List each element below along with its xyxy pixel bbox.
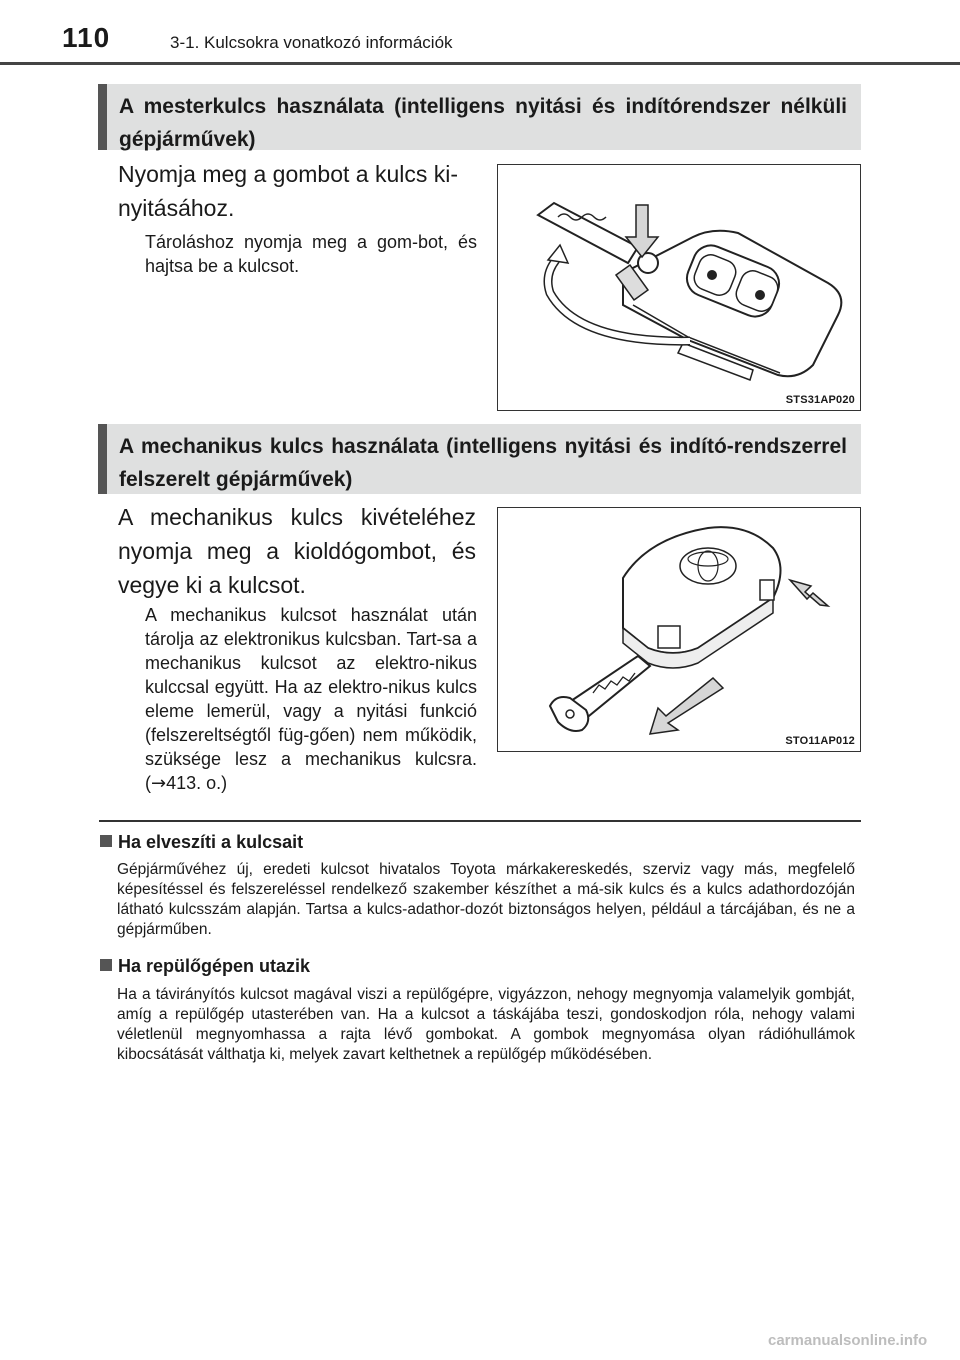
- page-number: 110: [62, 22, 111, 53]
- smart-key-illustration: [497, 507, 861, 752]
- note-1-title-text: Ha elveszíti a kulcsait: [118, 832, 304, 852]
- page-reference-arrow: →: [151, 773, 167, 794]
- section-2-body: [145, 603, 477, 796]
- section-1-lead: Nyomja meg a gombot a kulcs ki-nyitásához.: [118, 161, 459, 221]
- section-1-title: A mesterkulcs használata (intelligens nyitási és indítórendszer nélküli gépjárművek): [98, 84, 861, 150]
- section-2-title: A mechanikus kulcs használata (intelligens nyitási és indító-rendszerrel felszerelt gépjárművek): [98, 424, 861, 494]
- flip-key-illustration: [497, 164, 861, 411]
- figure-1-code: STS31AP020: [785, 394, 855, 406]
- note-2-title: [100, 956, 310, 977]
- figure-2-code: STO11AP012: [785, 735, 855, 747]
- header-rule: [0, 62, 960, 65]
- note-1-body: Gépjárművéhez új, eredeti kulcsot hivatalos Toyota márkakereskedés, szerviz vagy más, megfelelő képesítéssel és felszereléssel rendelkező szakember készíthet a má-sik kulcs és a kulcs adathordozóján látható kulcsszám alapján. Tartsa a kulcs-adathor-dozót biztonságos helyen, például a tárcájában, és ne a gépjárműben.: [117, 861, 855, 938]
- smart-key-drawing: [498, 508, 860, 751]
- notes-divider: [99, 820, 861, 822]
- section-2-lead: A mechanikus kulcs kivételéhez nyomja meg a kioldógombot, és vegye ki a kulcsot.: [118, 504, 476, 598]
- watermark: carmanualsonline.info: [768, 1332, 928, 1349]
- section-1-body: Tároláshoz nyomja meg a gom-bot, és hajtsa be a kulcsot.: [145, 232, 477, 276]
- section-2-body-text: A mechanikus kulcsot használat után tárolja az elektronikus kulcsban. Tart-sa a mechanikus kulcsot az elektro-nikus kulccsal együtt. Ha az elektro-nikus kulcs eleme lemerül, vagy a nyitási funkció (felszereltségtől füg-gően) nem működik, szüksége lesz a mechanikus kulcsra. (: [145, 605, 477, 793]
- note-square-icon: [100, 835, 112, 847]
- note-1-title: [100, 832, 303, 853]
- note-square-icon: [100, 959, 112, 971]
- page-reference: 413. o.): [166, 773, 228, 793]
- running-head: 3-1. Kulcsokra vonatkozó információk: [170, 33, 453, 52]
- note-2-title-text: Ha repülőgépen utazik: [118, 956, 311, 976]
- flip-key-drawing: [498, 165, 860, 410]
- note-2-body: Ha a távirányítós kulcsot magával viszi a repülőgépre, vigyázzon, nehogy megnyomja valamelyik gombját, amíg a repülőgép utasterében van. Ha a kulcsot a táskájába teszi, gondoskodjon róla, nehogy valami véletlenül megnyomhassa a rajta lévő gombokat. A gombok megnyomása olyan rádióhullámok kibocsátását válthatja ki, melyek zavart kelthetnek a repülőgép működésében.: [117, 986, 855, 1063]
